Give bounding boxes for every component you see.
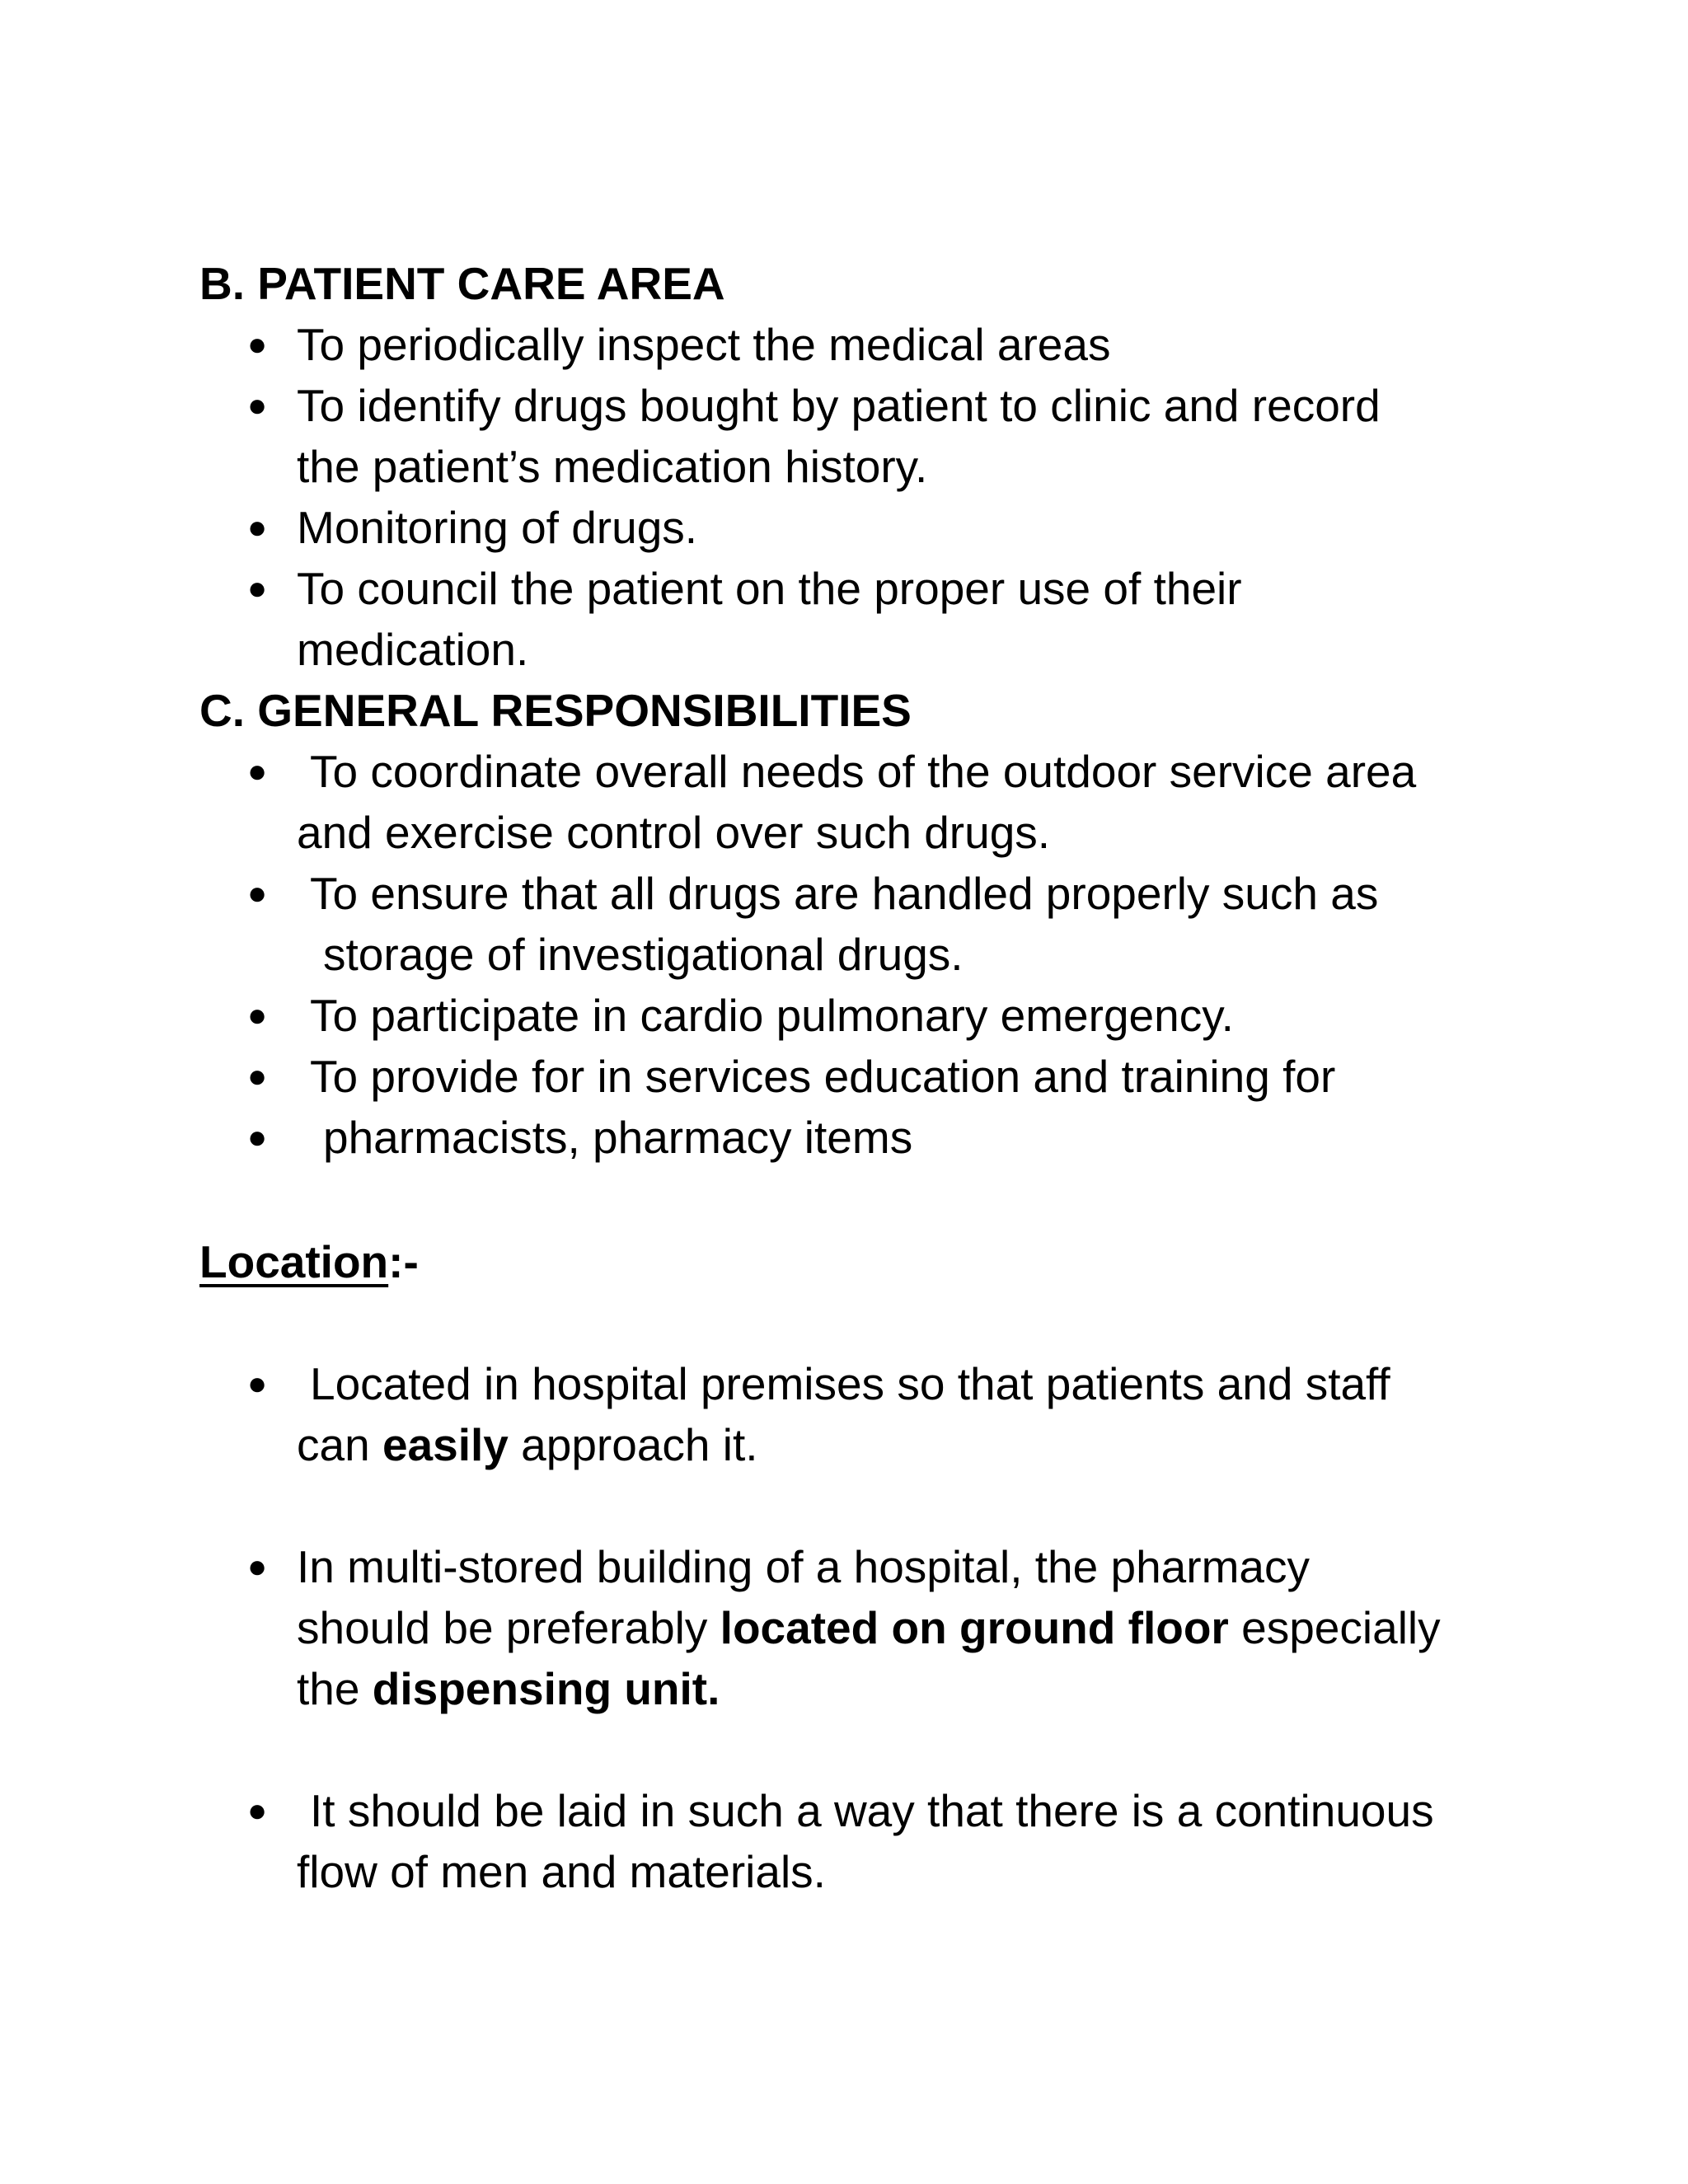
section-b-item-2-line-1: To identify drugs bought by patient to clinic and record bbox=[297, 380, 1381, 431]
location-item-2-line-3 bbox=[297, 1658, 720, 1720]
bullet-icon: ● bbox=[247, 509, 268, 546]
location-item-3-line-2: flow of men and materials. bbox=[297, 1846, 826, 1897]
bullet-icon: ● bbox=[247, 1549, 268, 1585]
bullet-icon: ● bbox=[247, 1366, 268, 1402]
section-b-heading: B. PATIENT CARE AREA bbox=[199, 258, 725, 309]
bullet-icon: ● bbox=[247, 875, 268, 912]
location-item-2-line-2 bbox=[297, 1597, 1441, 1659]
section-c-item-1-line-2: and exercise control over such drugs. bbox=[297, 807, 1051, 858]
bold-text-run: located on ground floor bbox=[720, 1602, 1229, 1653]
bullet-icon: ● bbox=[247, 997, 268, 1033]
section-b-item-3: Monitoring of drugs. bbox=[297, 502, 698, 553]
text-run: the bbox=[297, 1663, 373, 1714]
section-c-item-3: To participate in cardio pulmonary emergency. bbox=[310, 990, 1234, 1041]
bullet-icon: ● bbox=[247, 1793, 268, 1829]
section-c-item-2-line-2: storage of investigational drugs. bbox=[323, 929, 964, 980]
bullet-icon: ● bbox=[247, 326, 268, 363]
text-run: should be preferably bbox=[297, 1602, 720, 1653]
bold-text-run: dispensing unit. bbox=[372, 1663, 720, 1714]
location-item-2-line-1: In multi-stored building of a hospital, the pharmacy bbox=[297, 1541, 1310, 1592]
bullet-icon: ● bbox=[247, 753, 268, 790]
section-c-item-1-line-1: To coordinate overall needs of the outdoor service area bbox=[310, 746, 1417, 797]
bullet-icon: ● bbox=[247, 1119, 268, 1155]
location-item-3-line-1: It should be laid in such a way that there is a continuous bbox=[310, 1785, 1434, 1836]
section-b-item-4-line-1: To council the patient on the proper use of their bbox=[297, 563, 1242, 614]
bullet-icon: ● bbox=[247, 1058, 268, 1094]
bullet-icon: ● bbox=[247, 387, 268, 424]
text-run: especially bbox=[1228, 1602, 1441, 1653]
location-item-1-line-1: Located in hospital premises so that patients and staff bbox=[310, 1358, 1390, 1409]
section-b-item-2-line-2: the patient’s medication history. bbox=[297, 441, 928, 492]
location-heading-suffix: :- bbox=[388, 1236, 419, 1287]
section-c-heading: C. GENERAL RESPONSIBILITIES bbox=[199, 685, 912, 736]
location-item-1-line-2 bbox=[297, 1414, 758, 1476]
text-run: approach it. bbox=[508, 1419, 758, 1470]
section-b-item-4-line-2: medication. bbox=[297, 624, 529, 675]
section-b-item-1: To periodically inspect the medical areas bbox=[297, 319, 1111, 370]
location-heading bbox=[199, 1231, 419, 1293]
location-heading-label: Location bbox=[199, 1236, 389, 1287]
text-run: can bbox=[297, 1419, 382, 1470]
section-c-item-4: To provide for in services education and training for bbox=[310, 1051, 1336, 1102]
section-c-item-5: pharmacists, pharmacy items bbox=[323, 1112, 913, 1163]
bold-text-run: easily bbox=[382, 1419, 509, 1470]
section-c-item-2-line-1: To ensure that all drugs are handled properly such as bbox=[310, 868, 1379, 919]
bullet-icon: ● bbox=[247, 570, 268, 607]
